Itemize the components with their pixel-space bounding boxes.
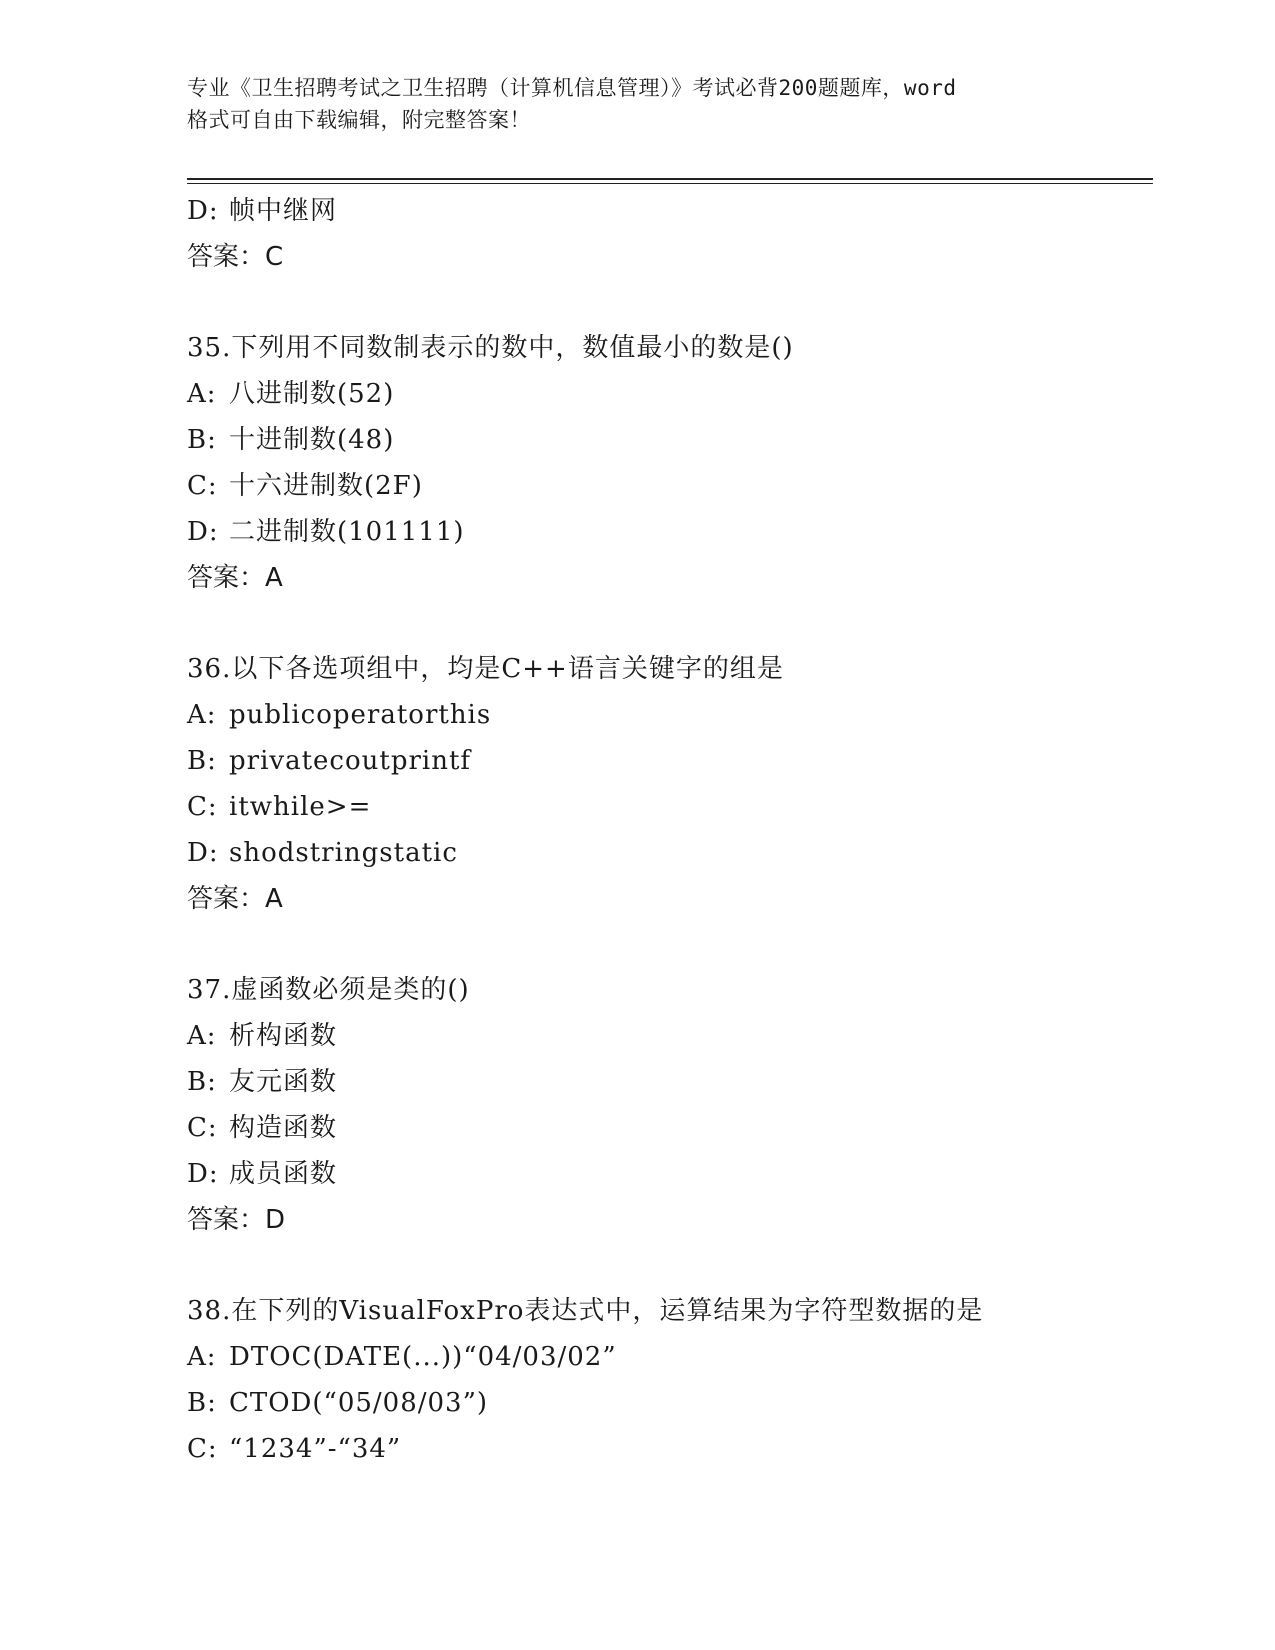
option-text: publicoperatorthis <box>229 700 492 730</box>
option-d <box>187 509 1137 555</box>
spacer <box>187 280 1137 325</box>
question-block-37 <box>187 967 1137 1243</box>
header-divider-thin <box>187 183 1153 184</box>
question-block-36 <box>187 646 1137 922</box>
answer-line: 答案：A <box>187 884 283 914</box>
option-text: itwhile>= <box>229 792 372 822</box>
option-key: A: <box>187 700 217 730</box>
question-block-35 <box>187 325 1137 601</box>
option-text: DTOC(DATE(...))“04/03/02” <box>229 1342 617 1372</box>
option-key: B: <box>187 746 217 776</box>
spacer <box>187 601 1137 646</box>
option-text: CTOD(“05/08/03”) <box>229 1388 489 1418</box>
option-text: 十六进制数(2F) <box>229 471 423 501</box>
option-key: D: <box>187 838 219 868</box>
option-key: A: <box>187 1342 217 1372</box>
option-a <box>187 1013 1137 1059</box>
option-key: A: <box>187 379 217 409</box>
option-key: C: <box>187 792 218 822</box>
option-d <box>187 830 1137 876</box>
option-c <box>187 784 1137 830</box>
option-key: A: <box>187 1021 217 1051</box>
option-c <box>187 1426 1137 1472</box>
option-text: 帧中继网 <box>229 196 338 226</box>
spacer <box>187 1243 1137 1288</box>
option-b <box>187 1059 1137 1105</box>
option-text: 八进制数(52) <box>229 379 395 409</box>
option-b <box>187 417 1137 463</box>
option-text: 析构函数 <box>229 1021 338 1051</box>
option-d <box>187 188 1137 234</box>
option-key: C: <box>187 1434 218 1464</box>
option-b <box>187 738 1137 784</box>
option-key: D: <box>187 517 219 547</box>
option-text: 成员函数 <box>229 1159 338 1189</box>
question-list <box>187 188 1137 1472</box>
option-c <box>187 463 1137 509</box>
spacer <box>187 922 1137 967</box>
option-key: D: <box>187 1159 219 1189</box>
option-d <box>187 1151 1137 1197</box>
option-text: 十进制数(48) <box>229 425 395 455</box>
option-key: C: <box>187 1113 218 1143</box>
question-text: 38.在下列的VisualFoxPro表达式中，运算结果为字符型数据的是 <box>187 1296 984 1326</box>
question-text: 35.下列用不同数制表示的数中，数值最小的数是() <box>187 333 794 363</box>
option-text: 构造函数 <box>229 1113 338 1143</box>
option-key: B: <box>187 1388 217 1418</box>
option-text: shodstringstatic <box>229 838 458 868</box>
header-divider-thick <box>187 178 1153 180</box>
option-b <box>187 1380 1137 1426</box>
header-title-line-1: 专业《卫生招聘考试之卫生招聘（计算机信息管理）》考试必背200题题库，word <box>187 76 957 100</box>
option-a <box>187 1334 1137 1380</box>
answer-line: 答案：A <box>187 563 283 593</box>
option-key: D: <box>187 196 219 226</box>
option-key: C: <box>187 471 218 501</box>
answer-line: 答案：D <box>187 1205 286 1235</box>
document-header <box>187 72 1087 136</box>
option-text: privatecoutprintf <box>229 746 472 776</box>
option-text: 二进制数(101111) <box>229 517 465 547</box>
question-text: 37.虚函数必须是类的() <box>187 975 470 1005</box>
header-title-line-2: 格式可自由下载编辑，附完整答案！ <box>187 108 531 132</box>
question-block-38 <box>187 1288 1137 1472</box>
option-a <box>187 371 1137 417</box>
option-a <box>187 692 1137 738</box>
option-key: B: <box>187 1067 217 1097</box>
option-text: “1234”-“34” <box>229 1434 402 1464</box>
answer-line: 答案：C <box>187 242 284 272</box>
option-c <box>187 1105 1137 1151</box>
question-text: 36.以下各选项组中，均是C++语言关键字的组是 <box>187 654 784 684</box>
question-block-prev <box>187 188 1137 280</box>
option-key: B: <box>187 425 217 455</box>
option-text: 友元函数 <box>229 1067 338 1097</box>
